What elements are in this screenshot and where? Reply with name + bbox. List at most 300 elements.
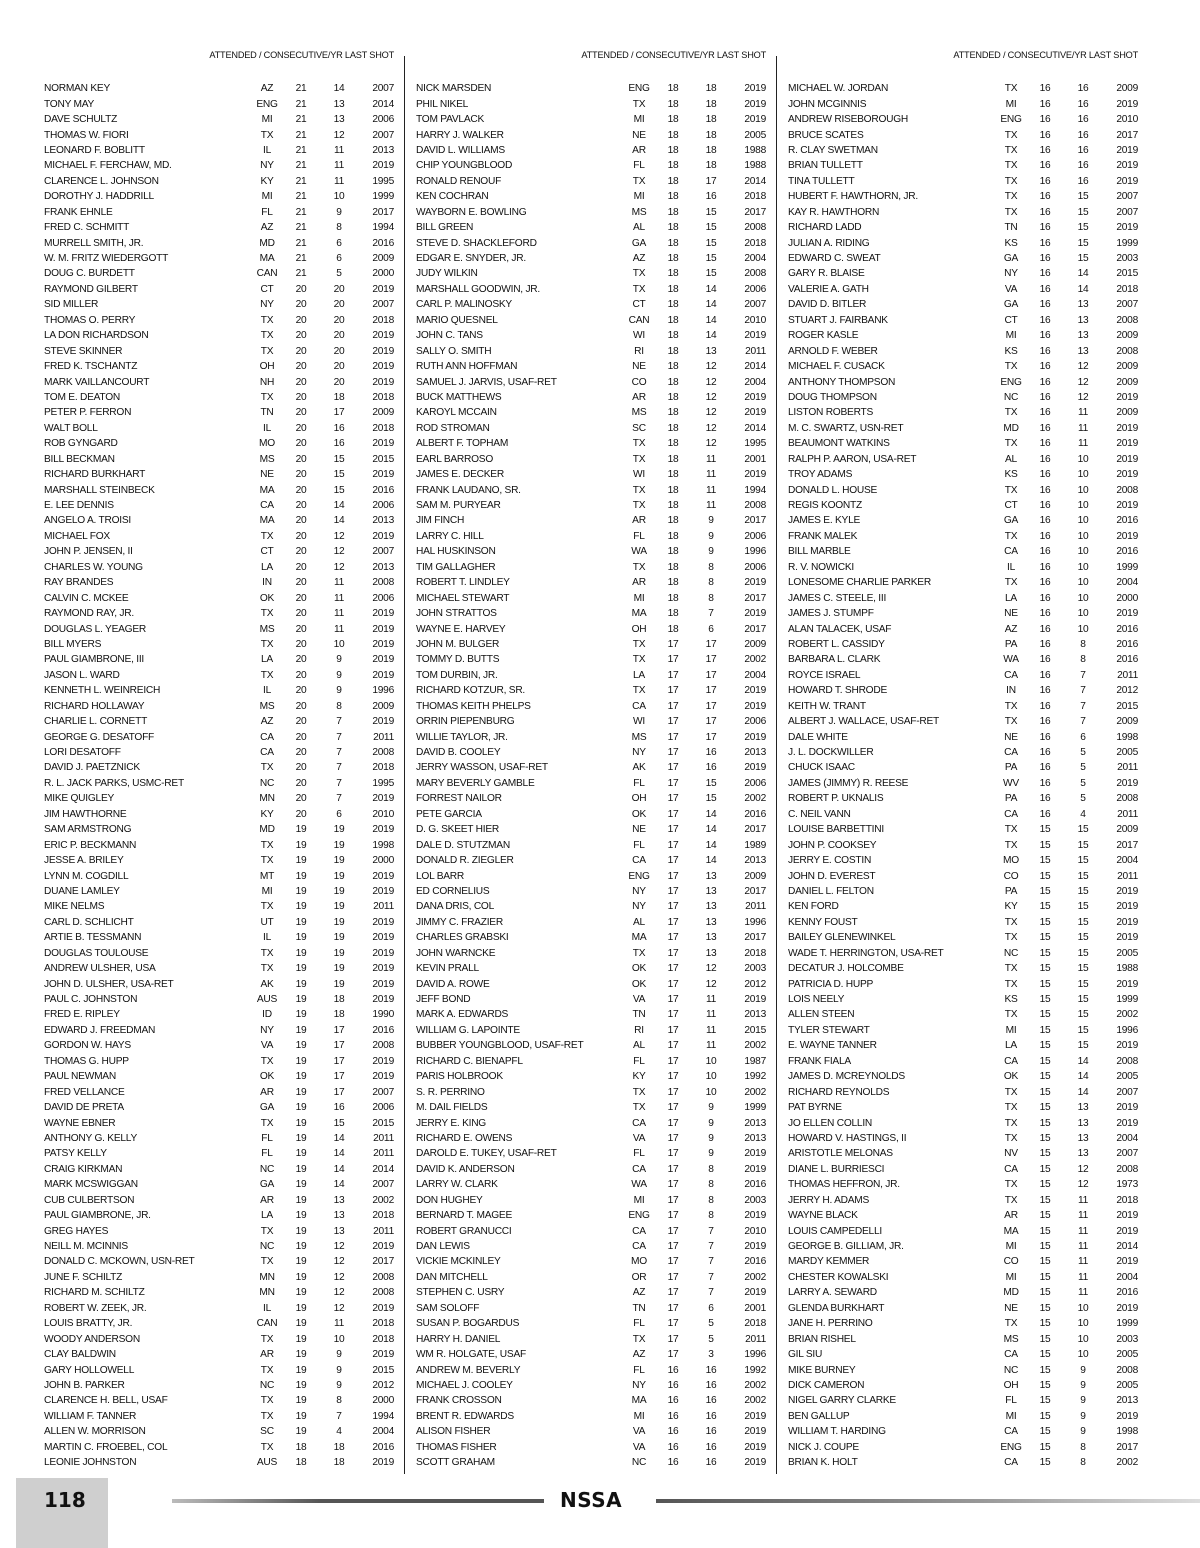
consecutive-years: 15 (705, 253, 717, 265)
shooter-name: JANE H. PERRINO (788, 1318, 873, 1330)
consecutive-years: 14 (1077, 283, 1089, 295)
year-last-shot: 2008 (372, 1040, 394, 1052)
shooter-name: RICHARD C. BIENAPFL (416, 1055, 523, 1067)
consecutive-years: 11 (1077, 1241, 1089, 1253)
consecutive-years: 18 (705, 129, 717, 141)
state: MS (259, 623, 275, 635)
year-last-shot: 2009 (1116, 824, 1138, 836)
state: LA (261, 654, 273, 666)
years-attended: 20 (295, 577, 307, 589)
roster-row (416, 235, 768, 250)
state: WA (631, 1179, 647, 1191)
roster-row (788, 621, 1140, 636)
shooter-name: DICK CAMERON (788, 1379, 865, 1391)
roster-row (416, 915, 768, 930)
shooter-name: NIGEL GARRY CLARKE (788, 1395, 896, 1407)
years-attended: 20 (295, 361, 307, 373)
consecutive-years: 14 (705, 299, 717, 311)
roster-row (416, 1223, 768, 1238)
roster-row (788, 1347, 1140, 1362)
shooter-name: GEORGE B. GILLIAM, JR. (788, 1241, 904, 1253)
year-last-shot: 2007 (1116, 1086, 1138, 1098)
year-last-shot: 2018 (744, 191, 766, 203)
years-attended: 19 (295, 1271, 307, 1283)
shooter-name: ALBERT J. WALLACE, USAF-RET (788, 716, 940, 728)
roster-list (788, 81, 1140, 1470)
year-last-shot: 2004 (744, 669, 766, 681)
year-last-shot: 2002 (744, 1379, 766, 1391)
years-attended: 16 (1039, 175, 1051, 187)
shooter-name: DAVE SCHULTZ (44, 114, 118, 126)
year-last-shot: 2014 (744, 175, 766, 187)
roster-row (44, 560, 396, 575)
roster-row (416, 498, 768, 513)
state: TX (1004, 1318, 1018, 1330)
roster-row (416, 1424, 768, 1439)
shooter-name: MARIO QUESNEL (416, 314, 498, 326)
state: MD (1003, 1287, 1019, 1299)
roster-row (416, 1100, 768, 1115)
state: TX (1004, 963, 1018, 975)
consecutive-years: 17 (705, 731, 717, 743)
state: AZ (632, 1287, 646, 1299)
shooter-name: HARRY J. WALKER (416, 129, 504, 141)
shooter-name: KAY R. HAWTHORN (788, 206, 880, 218)
consecutive-years: 11 (705, 1024, 717, 1036)
year-last-shot: 1998 (1116, 731, 1138, 743)
years-attended: 16 (1039, 191, 1051, 203)
shooter-name: JIM HAWTHORNE (44, 808, 127, 820)
state: MO (631, 1256, 647, 1268)
shooter-name: BILL MYERS (44, 638, 102, 650)
state: CA (260, 731, 274, 743)
year-last-shot: 2010 (744, 1225, 766, 1237)
years-attended: 17 (667, 1302, 679, 1314)
state: WA (1003, 654, 1019, 666)
years-attended: 20 (295, 546, 307, 558)
years-attended: 15 (1039, 1194, 1051, 1206)
year-last-shot: 2007 (372, 1179, 394, 1191)
year-last-shot: 2006 (744, 561, 766, 573)
roster-row (788, 791, 1140, 806)
consecutive-years: 14 (333, 1148, 345, 1160)
year-last-shot: 2011 (1117, 870, 1138, 882)
state: KS (1004, 994, 1018, 1006)
shooter-name: THOMAS O. PERRY (44, 314, 136, 326)
year-last-shot: 2003 (1116, 253, 1138, 265)
year-last-shot: 2011 (745, 345, 766, 357)
state: WV (1003, 777, 1019, 789)
state: TX (632, 685, 646, 697)
shooter-name: MARY BEVERLY GAMBLE (416, 777, 535, 789)
state: CO (631, 376, 647, 388)
consecutive-years: 10 (705, 1071, 717, 1083)
year-last-shot: 2003 (744, 963, 766, 975)
year-last-shot: 2004 (372, 1426, 394, 1438)
year-last-shot: 2019 (744, 577, 766, 589)
shooter-name: FRANK LAUDANO, SR. (416, 484, 521, 496)
consecutive-years: 20 (333, 361, 345, 373)
shooter-name: STEVE D. SHACKLEFORD (416, 237, 537, 249)
state: TX (1004, 361, 1018, 373)
state: TX (260, 345, 274, 357)
years-attended: 18 (667, 129, 679, 141)
years-attended: 19 (295, 978, 307, 990)
state: NC (1003, 1364, 1019, 1376)
state: AR (260, 1086, 274, 1098)
brand-wordmark: NSSA (560, 1488, 623, 1512)
state: TX (260, 762, 274, 774)
roster-row (44, 1362, 396, 1377)
year-last-shot: 2019 (372, 947, 394, 959)
shooter-name: RICHARD LADD (788, 222, 862, 234)
state: CA (632, 700, 646, 712)
roster-row (416, 1069, 768, 1084)
state: NC (1003, 947, 1019, 959)
years-attended: 16 (1039, 515, 1051, 527)
years-attended: 15 (1039, 839, 1051, 851)
years-attended: 15 (1039, 1179, 1051, 1191)
roster-row (44, 822, 396, 837)
year-last-shot: 2016 (372, 1441, 394, 1453)
state: TX (260, 855, 274, 867)
years-attended: 20 (295, 608, 307, 620)
state: MA (631, 1395, 647, 1407)
consecutive-years: 4 (1080, 808, 1086, 820)
shooter-name: JIMMY C. FRAZIER (416, 916, 503, 928)
year-last-shot: 2007 (1116, 1148, 1138, 1160)
consecutive-years: 10 (1077, 469, 1089, 481)
years-attended: 19 (295, 1241, 307, 1253)
state: TX (1004, 438, 1018, 450)
years-attended: 16 (1039, 222, 1051, 234)
roster-row (416, 328, 768, 343)
years-attended: 20 (295, 762, 307, 774)
shooter-name: MICHAEL F. FERCHAW, MD. (44, 160, 172, 172)
state: CAN (256, 1318, 278, 1330)
roster-row (788, 1054, 1140, 1069)
years-attended: 16 (667, 1395, 679, 1407)
state: AK (632, 762, 646, 774)
years-attended: 17 (667, 685, 679, 697)
shooter-name: DALE WHITE (788, 731, 848, 743)
shooter-name: DONALD C. MCKOWN, USN-RET (44, 1256, 195, 1268)
state: TX (632, 98, 646, 110)
shooter-name: TONY MAY (44, 98, 95, 110)
year-last-shot: 2019 (744, 1148, 766, 1160)
roster-row (416, 467, 768, 482)
consecutive-years: 5 (1080, 762, 1086, 774)
roster-row (788, 143, 1140, 158)
year-last-shot: 2011 (373, 901, 394, 913)
state: TX (1004, 1132, 1018, 1144)
consecutive-years: 16 (1077, 83, 1089, 95)
shooter-name: CHESTER KOWALSKI (788, 1271, 889, 1283)
year-last-shot: 2019 (1116, 422, 1138, 434)
consecutive-years: 7 (708, 608, 714, 620)
roster-row (44, 791, 396, 806)
roster-row (788, 405, 1140, 420)
roster-row (788, 189, 1140, 204)
years-attended: 17 (667, 1271, 679, 1283)
state: TX (632, 1333, 646, 1345)
consecutive-years: 12 (1077, 361, 1089, 373)
years-attended: 17 (667, 978, 679, 990)
years-attended: 15 (1039, 1256, 1051, 1268)
state: TX (1004, 530, 1018, 542)
shooter-name: BRUCE SCATES (788, 129, 864, 141)
roster-row (416, 1347, 768, 1362)
years-attended: 15 (1039, 1441, 1051, 1453)
year-last-shot: 2019 (744, 608, 766, 620)
years-attended: 16 (1039, 268, 1051, 280)
shooter-name: RICHARD E. OWENS (416, 1132, 513, 1144)
state: NY (260, 1024, 274, 1036)
consecutive-years: 12 (705, 407, 717, 419)
year-last-shot: 2019 (1116, 438, 1138, 450)
years-attended: 15 (1039, 870, 1051, 882)
consecutive-years: 8 (336, 700, 342, 712)
shooter-name: E. WAYNE TANNER (788, 1040, 877, 1052)
shooter-name: PATSY KELLY (44, 1148, 107, 1160)
shooter-name: ANTHONY G. KELLY (44, 1132, 137, 1144)
consecutive-years: 19 (333, 901, 345, 913)
consecutive-years: 17 (705, 685, 717, 697)
state: NE (260, 469, 274, 481)
roster-row (788, 1362, 1140, 1377)
consecutive-years: 10 (1077, 1318, 1089, 1330)
years-attended: 15 (1039, 1410, 1051, 1422)
consecutive-years: 17 (333, 1040, 345, 1052)
years-attended: 19 (295, 1102, 307, 1114)
years-attended: 19 (295, 1302, 307, 1314)
state: TX (260, 391, 274, 403)
consecutive-years: 6 (336, 253, 342, 265)
shooter-name: M. DAIL FIELDS (416, 1102, 488, 1114)
years-attended: 20 (295, 623, 307, 635)
shooter-name: CHUCK ISAAC (788, 762, 855, 774)
shooter-name: GARY R. BLAISE (788, 268, 865, 280)
state: AR (632, 577, 646, 589)
roster-row (788, 436, 1140, 451)
roster-row (788, 1038, 1140, 1053)
years-attended: 18 (667, 160, 679, 172)
year-last-shot: 1988 (1116, 963, 1138, 975)
roster-row (416, 760, 768, 775)
state: TX (260, 608, 274, 620)
years-attended: 16 (1039, 314, 1051, 326)
year-last-shot: 2002 (372, 1194, 394, 1206)
years-attended: 16 (1039, 638, 1051, 650)
roster-row (788, 328, 1140, 343)
consecutive-years: 11 (333, 577, 345, 589)
years-attended: 18 (667, 438, 679, 450)
state: AZ (1004, 623, 1018, 635)
years-attended: 17 (667, 994, 679, 1006)
consecutive-years: 7 (336, 762, 342, 774)
roster-row (44, 282, 396, 297)
column-divider (404, 56, 405, 1474)
state: CAN (628, 314, 650, 326)
state: LA (1005, 1040, 1017, 1052)
consecutive-years: 16 (333, 438, 345, 450)
state: FL (633, 160, 645, 172)
roster-row (788, 822, 1140, 837)
roster-row (44, 621, 396, 636)
year-last-shot: 1999 (372, 191, 394, 203)
roster-row (416, 1254, 768, 1269)
shooter-name: JASON L. WARD (44, 669, 120, 681)
years-attended: 18 (667, 237, 679, 249)
roster-row (416, 158, 768, 173)
consecutive-years: 10 (1077, 623, 1089, 635)
years-attended: 15 (1039, 1302, 1051, 1314)
years-attended: 15 (1039, 1395, 1051, 1407)
roster-row (44, 513, 396, 528)
year-last-shot: 1994 (744, 484, 766, 496)
shooter-name: CARL D. SCHLICHT (44, 916, 134, 928)
state: TX (260, 947, 274, 959)
consecutive-years: 5 (336, 268, 342, 280)
shooter-name: MARSHALL GOODWIN, JR. (416, 283, 540, 295)
year-last-shot: 2008 (1116, 1163, 1138, 1175)
years-attended: 20 (295, 453, 307, 465)
year-last-shot: 2018 (744, 237, 766, 249)
shooter-name: BUBBER YOUNGBLOOD, USAF-RET (416, 1040, 584, 1052)
years-attended: 16 (1039, 700, 1051, 712)
year-last-shot: 1996 (1116, 1024, 1138, 1036)
state: MD (1003, 422, 1019, 434)
year-last-shot: 1998 (1116, 1426, 1138, 1438)
year-last-shot: 2019 (372, 1349, 394, 1361)
year-last-shot: 2004 (744, 376, 766, 388)
years-attended: 21 (295, 253, 307, 265)
shooter-name: MARK A. EDWARDS (416, 1009, 509, 1021)
roster-row (44, 961, 396, 976)
roster-row (44, 637, 396, 652)
roster-row (416, 359, 768, 374)
shooter-name: BILL GREEN (416, 222, 474, 234)
years-attended: 21 (295, 175, 307, 187)
shooter-name: SUSAN P. BOGARDUS (416, 1318, 520, 1330)
roster-row (788, 899, 1140, 914)
shooter-name: RICHARD KOTZUR, SR. (416, 685, 526, 697)
year-last-shot: 2001 (744, 1302, 766, 1314)
roster-row (44, 1007, 396, 1022)
years-attended: 16 (1039, 361, 1051, 373)
consecutive-years: 10 (705, 1055, 717, 1067)
consecutive-years: 13 (1077, 1132, 1089, 1144)
shooter-name: ROBERT GRANUCCI (416, 1225, 512, 1237)
roster-row (788, 760, 1140, 775)
shooter-name: DOUG THOMPSON (788, 391, 877, 403)
state: GA (1003, 253, 1019, 265)
years-attended: 16 (1039, 453, 1051, 465)
shooter-name: ANGELO A. TROISI (44, 515, 131, 527)
year-last-shot: 2002 (744, 1395, 766, 1407)
consecutive-years: 16 (705, 762, 717, 774)
year-last-shot: 2018 (372, 314, 394, 326)
state: NC (259, 1241, 275, 1253)
state: AL (633, 916, 645, 928)
years-attended: 18 (667, 83, 679, 95)
roster-row (788, 112, 1140, 127)
shooter-name: MICHAEL FOX (44, 530, 110, 542)
years-attended: 21 (295, 191, 307, 203)
state: MN (259, 1287, 275, 1299)
state: TX (632, 947, 646, 959)
state: TX (1004, 577, 1018, 589)
consecutive-years: 11 (1077, 1271, 1089, 1283)
shooter-name: JERRY WASSON, USAF-RET (416, 762, 548, 774)
years-attended: 15 (1039, 916, 1051, 928)
consecutive-years: 6 (708, 623, 714, 635)
state: MA (259, 253, 275, 265)
consecutive-years: 10 (333, 191, 345, 203)
roster-row (416, 313, 768, 328)
consecutive-years: 4 (336, 1426, 342, 1438)
state: TX (260, 669, 274, 681)
shooter-name: ALBERT F. TOPHAM (416, 438, 509, 450)
year-last-shot: 2015 (1116, 700, 1138, 712)
state: MI (633, 592, 645, 604)
shooter-name: WALT BOLL (44, 422, 98, 434)
state: AR (260, 1194, 274, 1206)
consecutive-years: 8 (1080, 638, 1086, 650)
roster-row (788, 390, 1140, 405)
years-attended: 15 (1039, 1318, 1051, 1330)
year-last-shot: 2007 (372, 1086, 394, 1098)
consecutive-years: 15 (705, 777, 717, 789)
state: MS (1003, 1333, 1019, 1345)
consecutive-years: 9 (708, 1132, 714, 1144)
years-attended: 19 (295, 1009, 307, 1021)
state: CA (260, 500, 274, 512)
consecutive-years: 15 (1077, 1009, 1089, 1021)
consecutive-years: 11 (333, 175, 345, 187)
year-last-shot: 2000 (372, 855, 394, 867)
roster-row (416, 1270, 768, 1285)
state: NC (259, 1163, 275, 1175)
state: MI (1005, 1024, 1017, 1036)
roster-row (788, 1115, 1140, 1130)
footer-rule-left (172, 1499, 544, 1503)
consecutive-years: 8 (708, 1194, 714, 1206)
roster-row (788, 421, 1140, 436)
roster-row (416, 1285, 768, 1300)
year-last-shot: 2019 (1116, 1225, 1138, 1237)
state: TX (260, 530, 274, 542)
consecutive-years: 5 (708, 1318, 714, 1330)
state: UT (260, 916, 274, 928)
roster-row (416, 1038, 768, 1053)
roster-row (44, 174, 396, 189)
state: TN (260, 407, 274, 419)
roster-row (44, 251, 396, 266)
roster-row (416, 220, 768, 235)
year-last-shot: 2019 (744, 685, 766, 697)
shooter-name: SALLY O. SMITH (416, 345, 492, 357)
roster-row (44, 1270, 396, 1285)
years-attended: 20 (295, 484, 307, 496)
consecutive-years: 18 (333, 1457, 345, 1469)
roster-row (44, 1208, 396, 1223)
consecutive-years: 16 (705, 1379, 717, 1391)
consecutive-years: 15 (1077, 870, 1089, 882)
roster-row (44, 729, 396, 744)
years-attended: 21 (295, 114, 307, 126)
consecutive-years: 12 (333, 1287, 345, 1299)
